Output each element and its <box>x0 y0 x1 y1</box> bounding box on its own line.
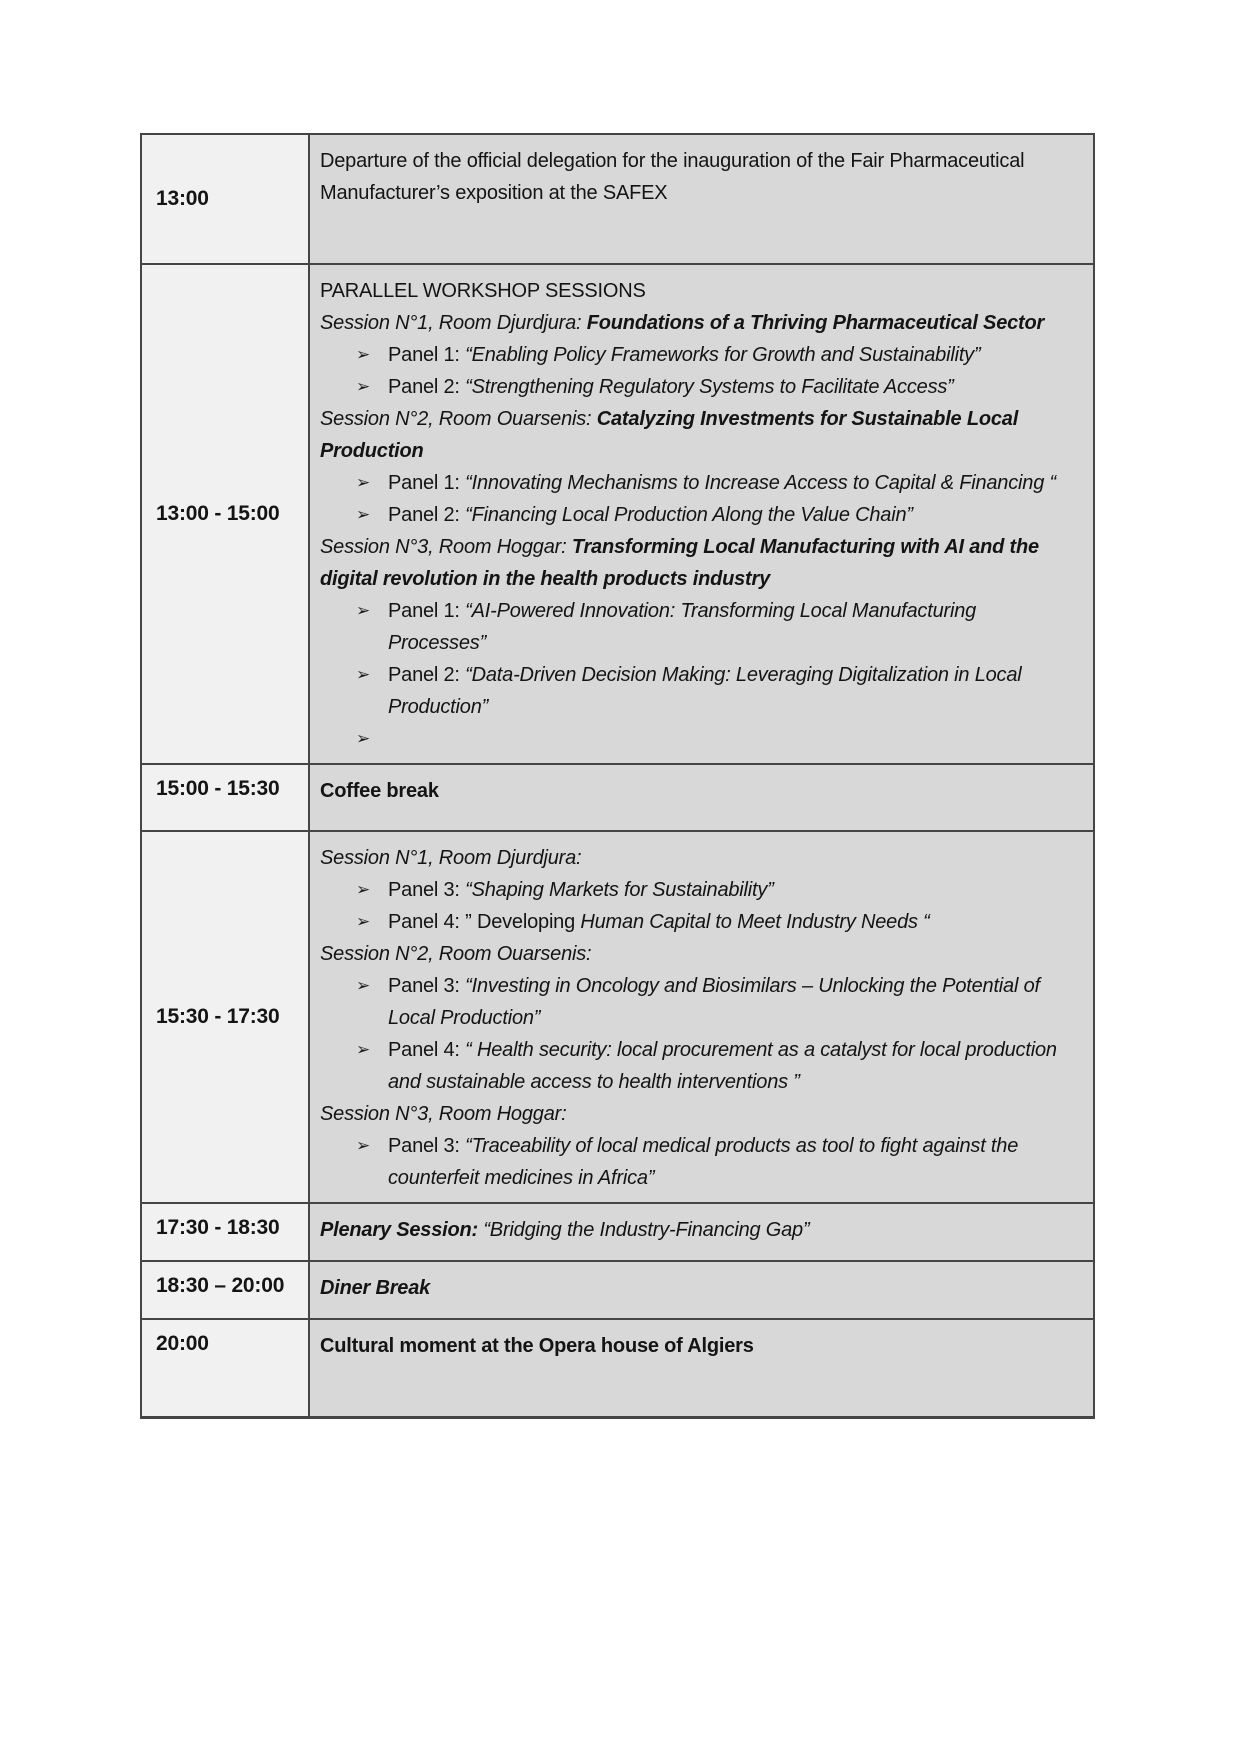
time-cell <box>142 832 310 1202</box>
paragraph <box>320 145 1079 209</box>
text-segment: Foundations of a Thriving Pharmaceutical Sector <box>586 312 1045 334</box>
text-segment: “Financing Local Production Along the Value Chain” <box>465 504 913 526</box>
text-segment: Session N°2, Room Ouarsenis: <box>320 408 597 430</box>
text-segment: “Shaping Markets for Sustainability” <box>465 879 774 901</box>
paragraph <box>320 275 1079 307</box>
paragraph <box>320 775 1079 807</box>
time-label: 17:30 - 18:30 <box>156 1216 280 1239</box>
text-segment: “Investing in Oncology and Biosimilars – Unlocking the Potential of Local Production” <box>388 975 1040 1029</box>
content-cell <box>310 1262 1093 1318</box>
table-row <box>142 1320 1093 1416</box>
bullet-arrow-icon: ➢ <box>356 505 371 524</box>
paragraph <box>320 531 1079 595</box>
table-row <box>142 135 1093 265</box>
table-row <box>142 265 1093 765</box>
time-label: 18:30 – 20:00 <box>156 1274 285 1297</box>
bullet-arrow-icon: ➢ <box>356 665 371 684</box>
bullet-arrow-icon: ➢ <box>356 473 371 492</box>
text-segment: Panel 2: <box>388 376 466 398</box>
paragraph <box>320 1272 1079 1304</box>
bullet-paragraph <box>320 723 1079 755</box>
text-segment: Human Capital to Meet Industry Needs “ <box>580 911 930 933</box>
paragraph <box>320 1214 1079 1246</box>
bullet-paragraph <box>320 874 1079 906</box>
table-row <box>142 765 1093 832</box>
text-segment: “AI-Powered Innovation: Transforming Local Manufacturing Processes” <box>388 600 977 654</box>
text-segment: Panel 3: <box>388 1135 466 1157</box>
text-segment: Panel 4: <box>388 1039 466 1061</box>
paragraph <box>320 1098 1079 1130</box>
bullet-paragraph <box>320 1034 1079 1098</box>
time-cell <box>142 265 310 763</box>
text-segment: Transforming Local Manufacturing with AI and the digital revolution in the health products industry <box>320 536 1039 590</box>
time-label: 15:30 - 17:30 <box>156 1005 280 1028</box>
bullet-paragraph <box>320 499 1079 531</box>
text-segment: “Data-Driven Decision Making: Leveraging Digitalization in Local Production” <box>388 664 1022 718</box>
bullet-arrow-icon: ➢ <box>356 377 371 396</box>
bullet-paragraph <box>320 467 1079 499</box>
text-segment: Panel 3: <box>388 975 466 997</box>
text-segment: Session N°3, Room Hoggar: <box>320 536 572 558</box>
table-row <box>142 1262 1093 1320</box>
time-cell <box>142 1320 310 1416</box>
time-label: 13:00 - 15:00 <box>156 502 280 525</box>
content-cell <box>310 1320 1093 1416</box>
text-segment: “Enabling Policy Frameworks for Growth and Sustainability” <box>465 344 981 366</box>
text-segment: “ Health security: local procurement as a catalyst for local production and sustainable access to health interventions ” <box>388 1039 1057 1093</box>
text-segment: Panel 1: <box>388 344 466 366</box>
table-row <box>142 1204 1093 1262</box>
bullet-paragraph <box>320 1130 1079 1194</box>
time-cell <box>142 135 310 263</box>
bullet-arrow-icon: ➢ <box>356 880 371 899</box>
paragraph <box>320 403 1079 467</box>
content-cell <box>310 135 1093 263</box>
bullet-paragraph <box>320 595 1079 659</box>
text-segment: Session N°2, Room Ouarsenis: <box>320 943 592 965</box>
text-segment: Plenary Session: <box>320 1219 484 1241</box>
bullet-arrow-icon: ➢ <box>356 345 371 364</box>
time-cell <box>142 1262 310 1318</box>
time-label: 20:00 <box>156 1332 209 1355</box>
text-segment: Panel 1: <box>388 600 466 622</box>
text-segment: Panel 4: ” Developing <box>388 911 581 933</box>
text-segment: Panel 2: <box>388 664 466 686</box>
agenda-table <box>140 133 1095 1419</box>
text-segment: Coffee break <box>320 780 439 802</box>
text-segment: Cultural moment at the Opera house of Algiers <box>320 1335 754 1357</box>
bullet-paragraph <box>320 371 1079 403</box>
text-segment: Departure of the official delegation for the inauguration of the Fair Pharmaceutical Manufacturer’s exposition at the SAFEX <box>320 150 1025 204</box>
text-segment: Diner Break <box>320 1277 431 1299</box>
text-segment: Panel 3: <box>388 879 466 901</box>
bullet-paragraph <box>320 659 1079 723</box>
paragraph <box>320 842 1079 874</box>
bullet-paragraph <box>320 970 1079 1034</box>
time-cell <box>142 1204 310 1260</box>
text-segment: Session N°3, Room Hoggar: <box>320 1103 567 1125</box>
bullet-paragraph <box>320 339 1079 371</box>
text-segment: Catalyzing Investments for Sustainable Local Production <box>320 408 1019 462</box>
text-segment: Panel 2: <box>388 504 466 526</box>
content-cell <box>310 265 1093 763</box>
text-segment: “Innovating Mechanisms to Increase Access to Capital & Financing “ <box>465 472 1056 494</box>
text-segment: Session N°1, Room Djurdjura: <box>320 847 582 869</box>
bullet-paragraph <box>320 906 1079 938</box>
content-cell <box>310 765 1093 830</box>
text-segment: “Bridging the Industry-Financing Gap” <box>483 1219 810 1241</box>
table-row <box>142 832 1093 1204</box>
bullet-arrow-icon: ➢ <box>356 729 371 748</box>
bullet-arrow-icon: ➢ <box>356 976 371 995</box>
time-cell <box>142 765 310 830</box>
bullet-arrow-icon: ➢ <box>356 601 371 620</box>
content-cell <box>310 832 1093 1202</box>
bullet-arrow-icon: ➢ <box>356 1040 371 1059</box>
paragraph <box>320 1330 1079 1362</box>
time-label: 13:00 <box>156 187 209 210</box>
text-segment: PARALLEL WORKSHOP SESSIONS <box>320 280 646 302</box>
text-segment: “Strengthening Regulatory Systems to Facilitate Access” <box>465 376 954 398</box>
time-label: 15:00 - 15:30 <box>156 777 280 800</box>
paragraph <box>320 938 1079 970</box>
text-segment: “Traceability of local medical products as tool to fight against the counterfeit medicines in Africa” <box>388 1135 1019 1189</box>
paragraph <box>320 307 1079 339</box>
text-segment: Session N°1, Room Djurdjura: <box>320 312 587 334</box>
content-cell <box>310 1204 1093 1260</box>
bullet-arrow-icon: ➢ <box>356 1136 371 1155</box>
text-segment: Panel 1: <box>388 472 466 494</box>
bullet-arrow-icon: ➢ <box>356 912 371 931</box>
